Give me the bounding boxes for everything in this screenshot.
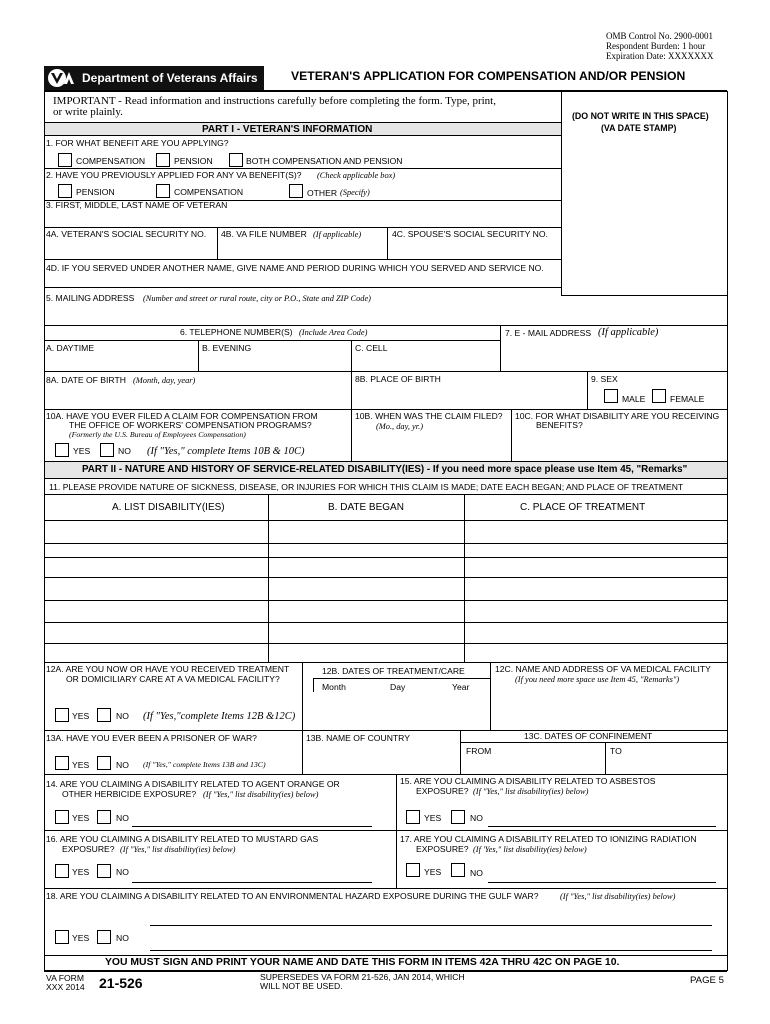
q12c-label: 12C. NAME AND ADDRESS OF VA MEDICAL FACILITY bbox=[495, 664, 711, 674]
q11-col-c: C. PLACE OF TREATMENT bbox=[520, 502, 646, 513]
q15-label-2: EXPOSURE? bbox=[416, 786, 469, 796]
q10a-label-2: THE OFFICE OF WORKERS' COMPENSATION PROGRAMS? bbox=[69, 420, 312, 430]
form-title: VETERAN'S APPLICATION FOR COMPENSATION AND/OR PENSION bbox=[291, 69, 686, 83]
q4c-label: 4C. SPOUSE'S SOCIAL SECURITY NO. bbox=[392, 229, 548, 239]
q16-no-checkbox[interactable] bbox=[97, 864, 111, 878]
q17-list-line[interactable] bbox=[488, 882, 716, 883]
q15-yes-checkbox[interactable] bbox=[406, 810, 420, 824]
q16-label-2: EXPOSURE? bbox=[62, 844, 115, 854]
q13-no-checkbox[interactable] bbox=[97, 756, 111, 770]
q6b-label: B. EVENING bbox=[202, 343, 252, 353]
important-notice: IMPORTANT - Read information and instructions carefully before completing the form. Type, print, bbox=[53, 95, 496, 107]
q17-no-label: NO bbox=[470, 868, 483, 878]
q14-no-checkbox[interactable] bbox=[97, 810, 111, 824]
department-name: Department of Veterans Affairs bbox=[82, 71, 258, 85]
q16-note: (If "Yes," list disability(ies) below) bbox=[120, 845, 236, 854]
q4a-label: 4A. VETERAN'S SOCIAL SECURITY NO. bbox=[46, 229, 207, 239]
q6a-label: A. DAYTIME bbox=[46, 343, 95, 353]
q3-label: 3. FIRST, MIDDLE, LAST NAME OF VETERAN bbox=[46, 200, 228, 210]
q9-opt-male: MALE bbox=[622, 394, 646, 404]
q12-yes-label: YES bbox=[72, 711, 90, 721]
q17-note: (If 'Yes," list disability(ies) below) bbox=[473, 845, 587, 854]
q15-note: (If "Yes," list disability(ies) below) bbox=[473, 787, 589, 796]
q4d-label: 4D. IF YOU SERVED UNDER ANOTHER NAME, GIVE NAME AND PERIOD DURING WHICH YOU SERVED AND SERVICE NO. bbox=[46, 263, 544, 273]
q14-list-line[interactable] bbox=[132, 826, 372, 827]
q13-no-label: NO bbox=[116, 760, 129, 770]
q14-yes-label: YES bbox=[72, 813, 90, 823]
q3-name-field[interactable] bbox=[46, 212, 556, 226]
omb-burden: Respondent Burden: 1 hour bbox=[606, 41, 706, 51]
q13a-label: 13A. HAVE YOU EVER BEEN A PRISONER OF WAR? bbox=[46, 733, 257, 743]
q5-label: 5. MAILING ADDRESS bbox=[46, 293, 135, 303]
q17-label-2: EXPOSURE? bbox=[416, 844, 469, 854]
q14-yes-checkbox[interactable] bbox=[55, 810, 69, 824]
q8b-label: 8B. PLACE OF BIRTH bbox=[355, 374, 441, 384]
q10a-note: (Formerly the U.S. Bureau of Employees Compensation) bbox=[69, 430, 246, 439]
q13b-label: 13B. NAME OF COUNTRY bbox=[306, 733, 410, 743]
omb-expiration: Expiration Date: XXXXXXX bbox=[606, 51, 714, 61]
q8a-note: (Month, day, year) bbox=[133, 376, 196, 385]
q12b-year: Year bbox=[452, 682, 470, 692]
q16-yes-checkbox[interactable] bbox=[55, 864, 69, 878]
stamp-label: (VA DATE STAMP) bbox=[601, 123, 677, 133]
q18-yes-checkbox[interactable] bbox=[55, 930, 69, 944]
q17-yes-checkbox[interactable] bbox=[406, 863, 420, 877]
q13c-from: FROM bbox=[466, 746, 492, 756]
q15-yes-label: YES bbox=[424, 813, 442, 823]
q15-no-checkbox[interactable] bbox=[451, 810, 465, 824]
q2-other-checkbox[interactable] bbox=[289, 184, 303, 198]
q9-male-checkbox[interactable] bbox=[604, 389, 618, 403]
q1-opt-pension: PENSION bbox=[174, 156, 213, 166]
q7-label: 7. E - MAIL ADDRESS bbox=[505, 328, 592, 338]
q17-no-checkbox[interactable] bbox=[451, 863, 465, 877]
va-logo-icon bbox=[47, 68, 77, 88]
q2-other-note: (Specify) bbox=[340, 188, 370, 197]
q18-label: 18. ARE YOU CLAIMING A DISABILITY RELATED TO AN ENVIRONMENTAL HAZARD EXPOSURE DURING THE GULF WAR? bbox=[46, 891, 539, 901]
q5-note: (Number and street or rural route, city or P.O., State and ZIP Code) bbox=[143, 294, 371, 303]
page-number: PAGE 5 bbox=[690, 975, 724, 986]
q11-col-a: A. LIST DISABILITY(IES) bbox=[112, 502, 225, 513]
q1-opt-compensation: COMPENSATION bbox=[76, 156, 146, 166]
q10c-label: 10C. FOR WHAT DISABILITY ARE YOU RECEIVING bbox=[515, 411, 720, 421]
q12a-label-2: OR DOMICILIARY CARE AT A VA MEDICAL FACILITY? bbox=[66, 674, 280, 684]
q13-instruction: (If "Yes," complete Items 13B and 13C) bbox=[143, 760, 266, 769]
q12-yes-checkbox[interactable] bbox=[55, 708, 69, 722]
q18-no-checkbox[interactable] bbox=[97, 930, 111, 944]
q18-note: (If "Yes," list disability(ies) below) bbox=[560, 892, 676, 901]
q12b-month: Month bbox=[322, 682, 346, 692]
q15-no-label: NO bbox=[470, 813, 483, 823]
q12a-label: 12A. ARE YOU NOW OR HAVE YOU RECEIVED TREATMENT bbox=[46, 664, 290, 674]
q17-yes-label: YES bbox=[424, 867, 442, 877]
footer-supersedes-2: WILL NOT BE USED. bbox=[260, 981, 343, 991]
q18-list-line-1[interactable] bbox=[150, 925, 712, 926]
part1-header bbox=[44, 122, 561, 136]
q10b-label: 10B. WHEN WAS THE CLAIM FILED? bbox=[355, 411, 503, 421]
q15-list-line[interactable] bbox=[488, 826, 716, 827]
q6-note: (Include Area Code) bbox=[299, 328, 368, 337]
q9-label: 9. SEX bbox=[591, 374, 618, 384]
q14-label-2: OTHER HERBICIDE EXPOSURE? bbox=[62, 789, 197, 799]
q14-note: (If "Yes," list disability(ies) below) bbox=[203, 790, 319, 799]
q4b-note: (If applicable) bbox=[313, 230, 362, 239]
q15-label: 15. ARE YOU CLAIMING A DISABILITY RELATED TO ASBESTOS bbox=[400, 776, 656, 786]
omb-control: OMB Control No. 2900-0001 bbox=[606, 31, 714, 41]
stamp-note: (DO NOT WRITE IN THIS SPACE) bbox=[572, 111, 709, 121]
part1-title: PART I - VETERAN'S INFORMATION bbox=[202, 124, 373, 135]
q18-no-label: NO bbox=[116, 933, 129, 943]
footer-form-number: 21-526 bbox=[99, 975, 143, 991]
q1-opt-both: BOTH COMPENSATION AND PENSION bbox=[246, 156, 403, 166]
q13-yes-label: YES bbox=[72, 760, 90, 770]
sign-notice: YOU MUST SIGN AND PRINT YOUR NAME AND DATE THIS FORM IN ITEMS 42A THRU 42C ON PAGE 10. bbox=[105, 957, 620, 968]
part2-title: PART II - NATURE AND HISTORY OF SERVICE-RELATED DISABILITY(IES) - If you need more space please use Item 45, "Remarks" bbox=[82, 464, 688, 475]
q2-opt-other: OTHER bbox=[307, 188, 338, 198]
q16-label: 16. ARE YOU CLAIMING A DISABILITY RELATED TO MUSTARD GAS bbox=[46, 834, 319, 844]
q9-opt-female: FEMALE bbox=[670, 394, 705, 404]
q10a-instruction: (If "Yes," complete Items 10B & 10C) bbox=[147, 446, 305, 457]
header-rule bbox=[44, 90, 727, 92]
q18-yes-label: YES bbox=[72, 933, 90, 943]
footer-form-date: XXX 2014 bbox=[46, 982, 85, 992]
q13c-label: 13C. DATES OF CONFINEMENT bbox=[524, 731, 653, 741]
q14-no-label: NO bbox=[116, 813, 129, 823]
q10a-no-checkbox[interactable] bbox=[100, 443, 114, 457]
q12b-label: 12B. DATES OF TREATMENT/CARE bbox=[322, 666, 465, 676]
q16-list-line[interactable] bbox=[132, 882, 372, 883]
footer-va-form: VA FORM bbox=[46, 973, 85, 983]
q9-female-checkbox[interactable] bbox=[652, 389, 666, 403]
q5-address-field[interactable] bbox=[46, 306, 721, 324]
q6c-label: C. CELL bbox=[355, 343, 388, 353]
q2-label: 2. HAVE YOU PREVIOUSLY APPLIED FOR ANY VA BENEFIT(S)? bbox=[46, 170, 302, 180]
q7-note: (If applicable) bbox=[598, 327, 659, 338]
q13c-to: TO bbox=[610, 746, 622, 756]
q10b-note: (Mo., day, yr.) bbox=[376, 422, 423, 431]
q2-pension-checkbox[interactable] bbox=[58, 184, 72, 198]
q11-label: 11. PLEASE PROVIDE NATURE OF SICKNESS, DISEASE, OR INJURIES FOR WHICH THIS CLAIM IS MADE; DATE EACH BEGAN; AND PLACE OF TREATMENT bbox=[49, 482, 684, 492]
va-logo bbox=[47, 68, 77, 88]
q1-both-checkbox[interactable] bbox=[229, 153, 243, 167]
q12c-note: (If you need more space use Item 45, "Remarks") bbox=[515, 675, 680, 684]
important-notice-2: or write plainly. bbox=[53, 106, 123, 118]
footer-supersedes: SUPERSEDES VA FORM 21-526, JAN 2014, WHICH bbox=[260, 972, 465, 982]
q2-compensation-checkbox[interactable] bbox=[156, 184, 170, 198]
q18-list-line-2[interactable] bbox=[150, 950, 712, 951]
q16-no-label: NO bbox=[116, 867, 129, 877]
q10a-no-label: NO bbox=[118, 446, 131, 456]
q1-label: 1. FOR WHAT BENEFIT ARE YOU APPLYING? bbox=[46, 138, 229, 148]
q2-opt-pension: PENSION bbox=[76, 187, 115, 197]
q1-compensation-checkbox[interactable] bbox=[58, 153, 72, 167]
q13-yes-checkbox[interactable] bbox=[55, 756, 69, 770]
q10c-label-2: BENEFITS? bbox=[536, 420, 583, 430]
q12-no-label: NO bbox=[116, 711, 129, 721]
q12-no-checkbox[interactable] bbox=[97, 708, 111, 722]
department-banner bbox=[44, 66, 264, 90]
q4b-label: 4B. VA FILE NUMBER bbox=[221, 229, 307, 239]
q17-label: 17. ARE YOU CLAIMING A DISABILITY RELATED TO IONIZING RADIATION bbox=[400, 834, 697, 844]
q14-label: 14. ARE YOU CLAIMING A DISABILITY RELATED TO AGENT ORANGE OR bbox=[46, 779, 340, 789]
q2-opt-compensation: COMPENSATION bbox=[174, 187, 244, 197]
q6-label: 6. TELEPHONE NUMBER(S) bbox=[180, 327, 293, 337]
q2-note: (Check applicable box) bbox=[317, 171, 396, 180]
q10a-yes-label: YES bbox=[73, 446, 91, 456]
q16-yes-label: YES bbox=[72, 867, 90, 877]
q8a-label: 8A. DATE OF BIRTH bbox=[46, 375, 126, 385]
q12-instruction: (If "Yes,"complete Items 12B &12C) bbox=[143, 711, 296, 722]
q10a-yes-checkbox[interactable] bbox=[55, 443, 69, 457]
q10a-label: 10A. HAVE YOU EVER FILED A CLAIM FOR COMPENSATION FROM bbox=[46, 411, 318, 421]
q12b-day: Day bbox=[390, 682, 406, 692]
q11-col-b: B. DATE BEGAN bbox=[328, 502, 404, 513]
part2-header bbox=[44, 461, 727, 479]
q1-pension-checkbox[interactable] bbox=[156, 153, 170, 167]
